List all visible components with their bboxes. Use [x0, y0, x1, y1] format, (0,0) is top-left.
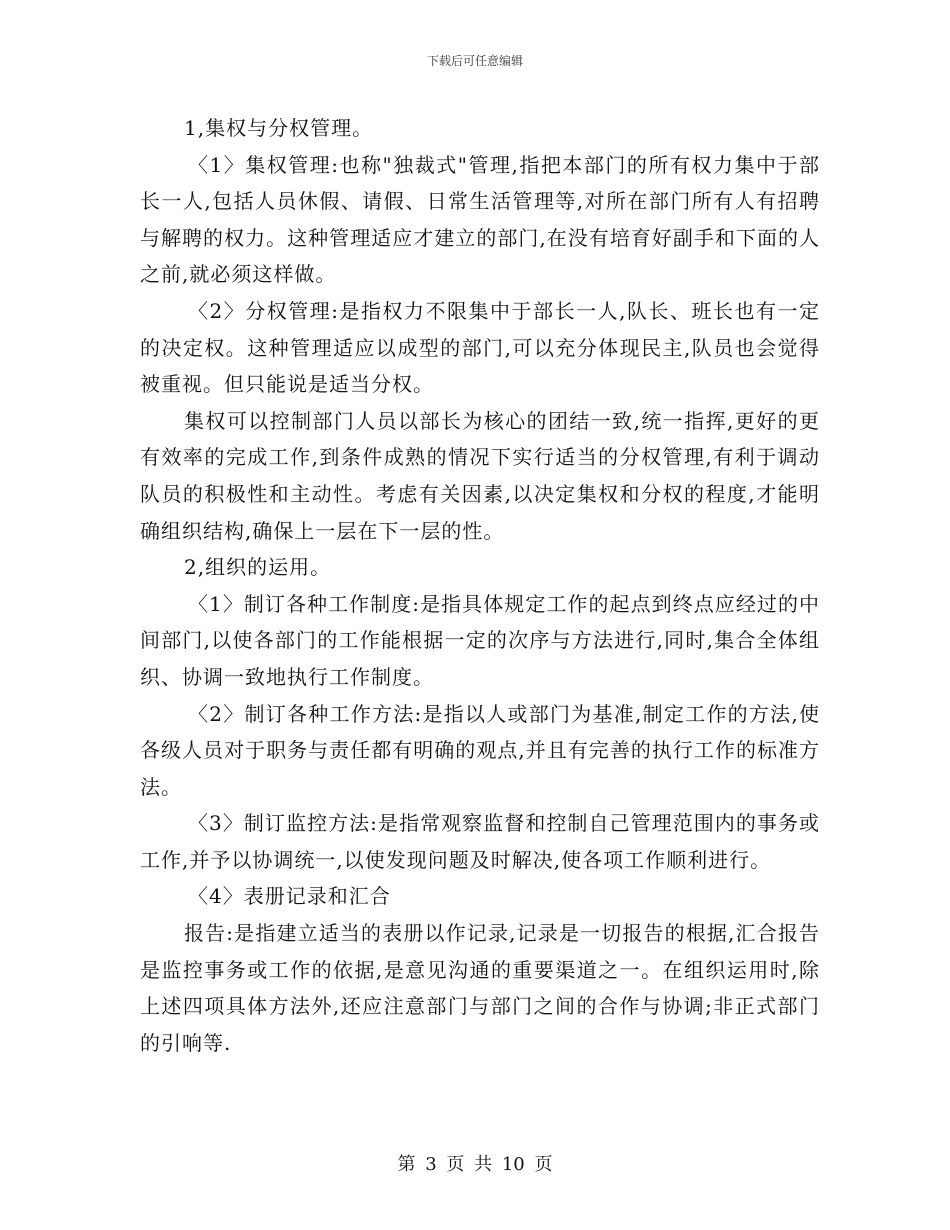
paragraph-work-method: 〈2〉制订各种工作方法:是指以人或部门为基准,制定工作的方法,使各级人员对于职务与责任都有明确的观点,并且有完善的执行工作的标准方法。: [140, 701, 820, 799]
paragraph-monitoring-method: 〈3〉制订监控方法:是指常观察监督和控制自己管理范围内的事务或工作,并予以协调统一,以使发现问题及时解决,使各项工作顺利进行。: [140, 811, 820, 872]
page-footer: 第 3 页 共 10 页: [397, 1154, 553, 1175]
document-body: [140, 110, 820, 1061]
paragraph-decentralized-management: 〈2〉分权管理:是指权力不限集中于部长一人,队长、班长也有一定的决定权。这种管理适应以成型的部门,可以充分体现民主,队员也会觉得被重视。但只能说是适当分权。: [140, 298, 820, 397]
paragraph-report: 报告:是指建立适当的表册以作记录,记录是一切报告的根据,汇合报告是监控事务或工作的依据,是意见沟通的重要渠道之一。在组织运用时,除上述四项具体方法外,还应注意部门与部门之间的合作与协调;非正式部门的引响等.: [140, 921, 820, 1055]
section-heading-1: 1,集权与分权管理。: [184, 116, 374, 140]
page-header: 下载后可任意编辑: [426, 54, 523, 68]
paragraph-records-heading: 〈4〉表册记录和汇合: [188, 884, 391, 909]
paragraph-summary: 集权可以控制部门人员以部长为核心的团结一致,统一指挥,更好的更有效率的完成工作,到条件成熟的情况下实行适当的分权管理,有利于调动队员的积极性和主动性。考虑有关因素,以决定集权和分权的程度,才能明确组织结构,确保上一层在下一层的性。: [140, 408, 820, 543]
section-heading-2: 2,组织的运用。: [184, 555, 332, 580]
paragraph-work-system: 〈1〉制订各种工作制度:是指具体规定工作的起点到终点应经过的中间部门,以使各部门的工作能根据一定的次序与方法进行,同时,集合全体组织、协调一致地执行工作制度。: [140, 591, 820, 689]
paragraph-centralized-management: 〈1〉集权管理:也称"独裁式"管理,指把本部门的所有权力集中于部长一人,包括人员休假、请假、日常生活管理等,对所在部门所有人有招聘与解聘的权力。这种管理适应才建立的部门,在没有培育好副手和下面的人之前,就必须这样做。: [140, 152, 820, 287]
